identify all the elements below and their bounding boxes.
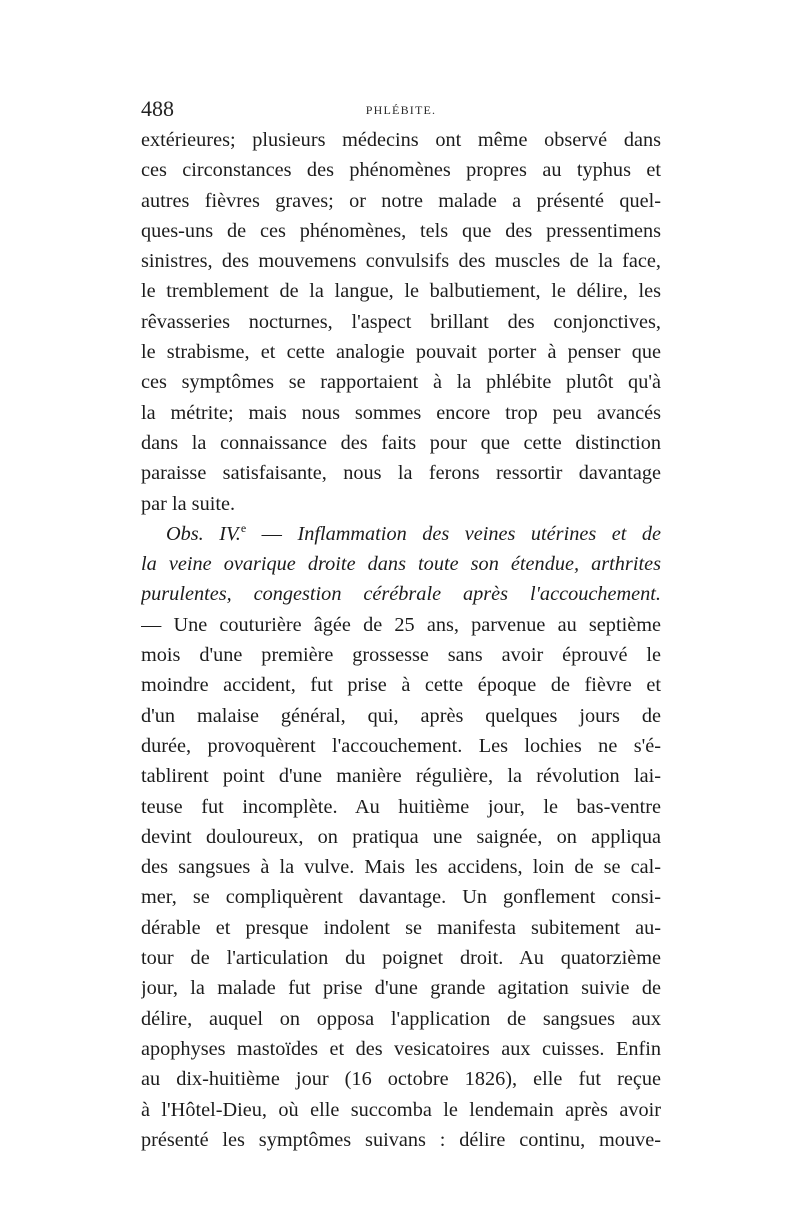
text-line: mois d'une première grossesse sans avoir éprouvé le [141, 644, 661, 667]
text-line: délire, auquel on opposa l'application de sangsues aux [141, 1007, 661, 1030]
text-line: teuse fut incomplète. Au huitième jour, le bas-ventre [141, 795, 661, 818]
text-line: paraisse satisfaisante, nous la ferons ressortir davantage [141, 462, 661, 485]
text-line: devint douloureux, on pratiqua une saignée, on appliqua [141, 825, 661, 848]
text-line: jour, la malade fut prise d'une grande agitation suivie de [141, 977, 661, 1000]
text-line: au dix-huitième jour (16 octobre 1826), elle fut reçue [141, 1068, 661, 1091]
text-line: durée, provoquèrent l'accouchement. Les lochies ne s'é- [141, 734, 661, 757]
observation-dash: — [246, 522, 298, 545]
text-line: apophyses mastoïdes et des vesicatoires aux cuisses. Enfin [141, 1037, 661, 1060]
text-line: rêvasseries nocturnes, l'aspect brillant des conjonctives, [141, 310, 661, 333]
page-header [141, 96, 661, 126]
text-line: ques-uns de ces phénomènes, tels que des pressentimens [141, 219, 661, 242]
observation-title: Inflammation des veines utérines et de [297, 522, 661, 545]
text-line: par la suite. [141, 492, 236, 515]
text-line: des sangsues à la vulve. Mais les accidens, loin de se cal- [141, 856, 661, 879]
observation-title-line: purulentes, congestion cérébrale après l'accouchement. [141, 583, 661, 606]
body-text [141, 125, 661, 1155]
text-line: tablirent point d'une manière régulière, la révolution lai- [141, 765, 661, 788]
observation-heading [141, 519, 661, 549]
text-line: dérable et presque indolent se manifesta subitement au- [141, 916, 661, 939]
text-line: extérieures; plusieurs médecins ont même observé dans [141, 129, 661, 151]
text-line: dans la connaissance des faits pour que cette distinction [141, 431, 661, 454]
text-line: à l'Hôtel-Dieu, où elle succomba le lendemain après avoir [141, 1098, 661, 1121]
text-line: présenté les symptômes suivans : délire continu, mouve- [141, 1128, 661, 1151]
observation-title-line: la veine ovarique droite dans toute son étendue, arthrites [141, 553, 661, 576]
text-line: autres fièvres graves; or notre malade a présenté quel- [141, 189, 661, 212]
text-line: moindre accident, fut prise à cette époque de fièvre et [141, 674, 661, 697]
text-line: tour de l'articulation du poignet droit. Au quatorzième [141, 947, 661, 970]
text-line: — Une couturière âgée de 25 ans, parvenue au septième [141, 613, 661, 636]
text-line: la métrite; mais nous sommes encore trop peu avancés [141, 401, 661, 424]
page-number: 488 [141, 96, 174, 121]
observation-ordinal: e [240, 521, 247, 536]
text-line: ces circonstances des phénomènes propres au typhus et [141, 159, 661, 182]
text-line: d'un malaise général, qui, après quelques jours de [141, 704, 661, 727]
text-line: sinistres, des mouvemens convulsifs des muscles de la face, [141, 250, 661, 273]
text-line: le tremblement de la langue, le balbutiement, le délire, les [141, 280, 661, 303]
running-title: PHLÉBITE. [365, 103, 437, 117]
text-line: ces symptômes se rapportaient à la phlébite plutôt qu'à [141, 371, 661, 394]
text-line: le strabisme, et cette analogie pouvait porter à penser que [141, 341, 661, 364]
text-line: mer, se compliquèrent davantage. Un gonflement consi- [141, 886, 661, 909]
observation-label: Obs. IV. [166, 522, 241, 545]
